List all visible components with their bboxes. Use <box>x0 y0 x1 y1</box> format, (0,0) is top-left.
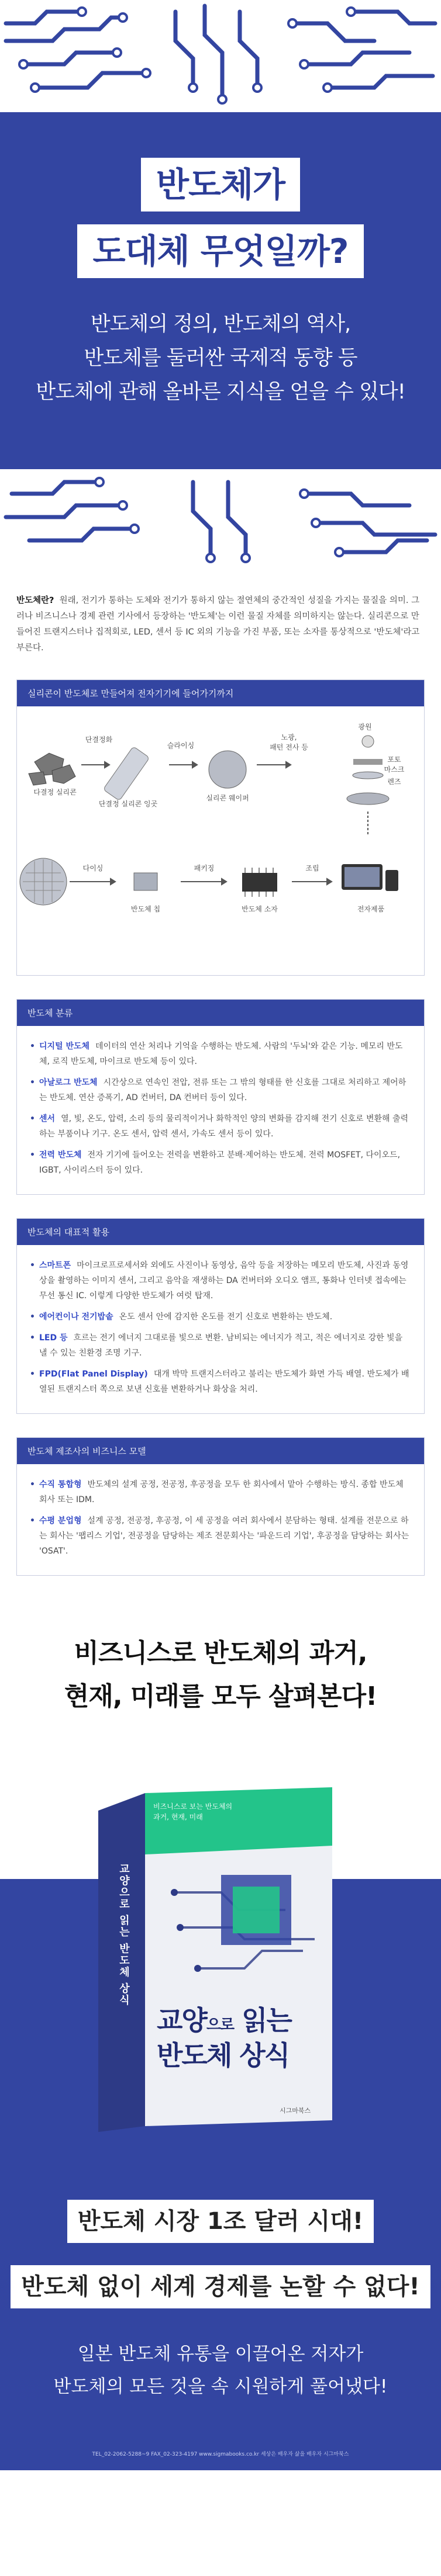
step-ingot: 단결정 실리콘 잉곳 <box>98 800 158 808</box>
business-heading: 반도체 제조사의 비즈니스 모델 <box>17 1438 424 1464</box>
list-item: • 센서 열, 빛, 온도, 압력, 소리 등의 물리적이거나 화학적인 양의 변화를 감지해 전기 신호로 변환해 출력하는 부품이나 기구. 온도 센서, 압력 센서, 가속도 센서 등이 있다. <box>30 1114 409 1139</box>
step-polysilicon: 다결정 실리콘 <box>33 788 77 796</box>
intro-paragraph <box>16 593 425 656</box>
bottom-badge2: 반도체 없이 세계 경제를 논할 수 없다! <box>11 2265 430 2308</box>
hero-subtitle-line2: 반도체를 둘러싼 국제적 동향 등 <box>84 346 357 370</box>
circuit-pattern <box>0 0 441 117</box>
process-heading: 실리콘이 반도체로 만들어져 전자기기에 들어가기까지 <box>17 680 424 706</box>
book-section <box>0 1753 441 2174</box>
step-slicing: 슬라이싱 <box>167 741 195 750</box>
list-item: • 에어컨이나 전기밥솥 온도 센서 안에 감지한 온도를 전기 신호로 변환하는 반도체. <box>30 1312 333 1322</box>
book-publisher: 시그마북스 <box>280 2107 311 2114</box>
content-section <box>0 570 441 1576</box>
list-item: • 디지털 반도체 데이터의 연산 처리나 기억을 수행하는 반도체. 사람의 '두뇌'와 같은 기능. 메모리 반도체, 로직 반도체, 마이크로 반도체 등이 있다. <box>30 1042 403 1066</box>
book-blurb: 비즈니스로 보는 반도체의 과거, 현재, 미래 <box>153 1802 233 1821</box>
step-crystallization: 단결정화 <box>85 736 113 744</box>
label-lens: 렌즈 <box>387 778 401 786</box>
process-box <box>16 679 425 976</box>
list-item: • 스마트폰 마이크로프로세서와 외에도 사진이나 동영상, 음악 등을 저장하는 메모리 반도체, 사진과 동영상을 촬영하는 이미지 센서, 그리고 음악을 재생하는 DA 컨버터와 오디오 앰프, 통화나 인터넷 접속에는 무선 통신 IC. 이렇게 다양한 반도체가 여럿 탑재. <box>30 1261 409 1301</box>
circuit-decoration-middle <box>0 464 441 570</box>
bottom-badge1: 반도체 시장 1조 달러 시대! <box>67 2200 374 2243</box>
intro-text: 원래, 전기가 통하는 도체와 전기가 통하지 않는 절연체의 중간적인 성질을 가지는 물질을 의미. 그러나 비즈니스나 경제 관련 기사에서 등장하는 '반도체'는 이런 물질 자체를 의미하지는 않는다. 실리콘으로 만들어진 트랜지스터나 집적회로, LED, 센서 등 IC 외의 기능을 가진 부품, 또는 소자를 통상적으로 '반도체'라고 부른다. <box>16 596 420 653</box>
book-title-line1: 교양으로 읽는 <box>157 2005 291 2036</box>
tagline-section <box>0 1599 441 1753</box>
business-model-box <box>16 1437 425 1576</box>
list-item: • FPD(Flat Panel Display) 대개 박막 트랜지스터라고 불리는 반도체가 화면 가득 배열. 반도체가 배열된 트랜지스터 쪽으로 보낸 신호를 변환하거나 화상을 처리. <box>30 1370 409 1394</box>
step-electronics: 전자제품 <box>357 905 385 913</box>
step-dicing: 다이싱 <box>82 864 104 872</box>
book-spine-title: 교양으로 읽는 반도체 상식 <box>118 1863 130 2006</box>
step-exposure: 노광, 패턴 전사 등 <box>270 733 308 751</box>
list-item: • LED 등 흐르는 전기 에너지 그대로를 빛으로 변환. 남비되는 에너지가 적고, 적은 에너지로 강한 빛을 낼 수 있는 친환경 조명 기구. <box>30 1333 403 1358</box>
intro-term: 반도체란? <box>16 596 54 605</box>
hero-section <box>0 117 441 464</box>
bottom-section <box>0 2174 441 2450</box>
hero-subtitle-line3: 반도체에 관해 올바른 지식을 얻을 수 있다! <box>36 380 405 404</box>
step-wafer: 실리콘 웨이퍼 <box>206 794 249 802</box>
tagline-line2: 현재, 미래를 모두 살펴본다! <box>64 1681 377 1711</box>
hero-title-line1: 반도체가 <box>141 158 300 212</box>
step-device: 반도체 소자 <box>242 905 278 913</box>
book-cover-image <box>92 1776 338 2138</box>
list-item: • 수평 분업형 설계 공정, 전공정, 후공정, 이 세 공정을 여러 회사에서 분담하는 형태. 설계를 전문으로 하는 회사는 '팹리스 기업', 전공정을 담당하는 제조 전문회사는 '파운드리 기업', 후공정을 담당하는 회사는 'OSAT'. <box>30 1516 409 1556</box>
bottom-line1: 일본 반도체 유통을 이끌어온 저자가 <box>77 2343 364 2364</box>
list-item: • 수직 통합형 반도체의 설계 공정, 전공정, 후공정을 모두 한 회사에서 맡아 수행하는 방식. 종합 반도체 회사 또는 IDM. <box>30 1480 404 1504</box>
process-diagram <box>17 706 424 975</box>
label-light-source: 광원 <box>358 723 372 731</box>
book-title-line2: 반도체 상식 <box>157 2040 290 2071</box>
applications-heading: 반도체의 대표적 활용 <box>17 1219 424 1245</box>
list-item: • 아날로그 반도체 시간상으로 연속인 전압, 전류 또는 그 밖의 형태를 한 신호를 그대로 처리하고 제어하는 반도체. 연산 증폭기, AD 컨버터, DA 컨버터 등이 있다. <box>30 1078 406 1102</box>
footer: TEL_02-2062-5288~9 FAX_02-323-4197 www.sigmabooks.co.kr 세상은 배우자 삶을 배우자 시그마북스 <box>0 2450 441 2470</box>
classification-heading: 반도체 분류 <box>17 1000 424 1026</box>
step-assembly: 조립 <box>305 864 319 872</box>
circuit-pattern-middle <box>0 464 441 570</box>
bottom-line2: 반도체의 모든 것을 속 시원하게 풀어냈다! <box>53 2376 388 2397</box>
hero-subtitle-line1: 반도체의 정의, 반도체의 역사, <box>90 313 351 336</box>
hero-title-line2: 도대체 무엇일까? <box>77 224 363 278</box>
classification-box <box>16 999 425 1195</box>
list-item: • 전력 반도체 전자 기기에 들어오는 전력을 변환하고 분배·제어하는 반도체. 전력 MOSFET, 다이오드, IGBT, 사이리스터 등이 있다. <box>30 1150 401 1175</box>
circuit-decoration-top <box>0 0 441 117</box>
step-chip: 반도체 칩 <box>130 905 161 913</box>
step-packaging: 패키징 <box>194 864 215 872</box>
tagline-line1: 비즈니스로 반도체의 과거, <box>74 1638 367 1668</box>
label-photomask: 포토 마스크 <box>384 755 405 774</box>
applications-box <box>16 1218 425 1414</box>
